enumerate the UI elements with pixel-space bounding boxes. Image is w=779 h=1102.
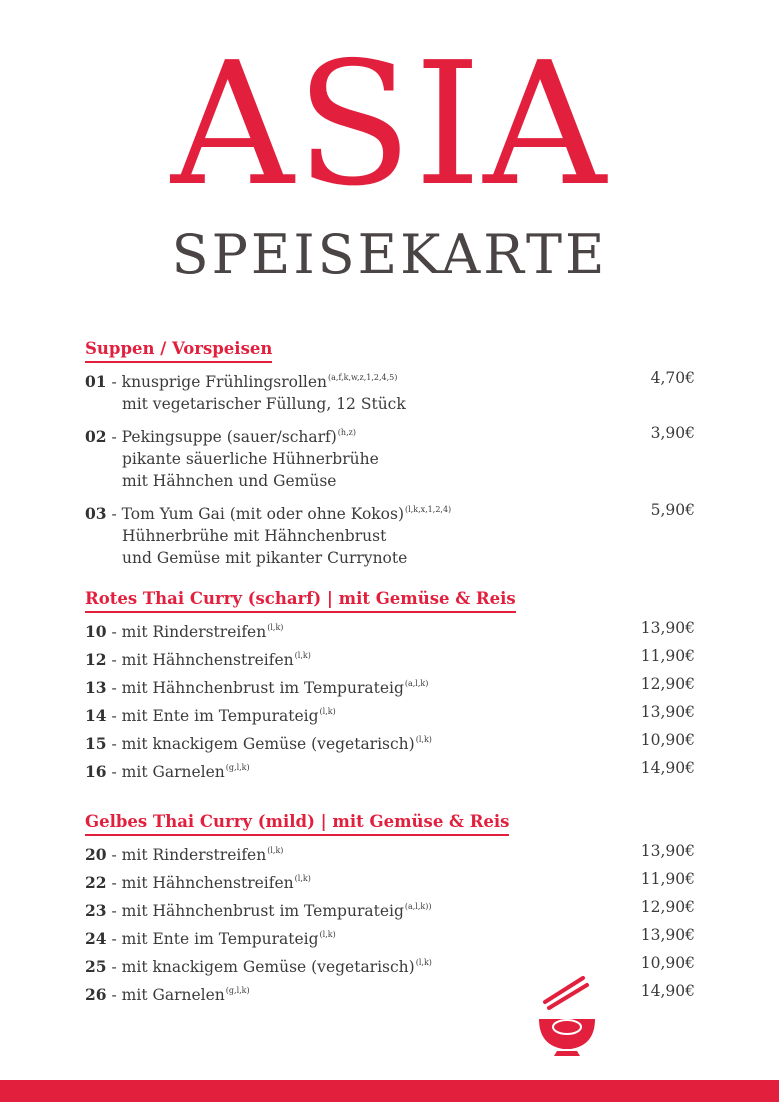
item-number: 01 — [85, 372, 107, 391]
item-name: mit knackigem Gemüse (vegetarisch) — [121, 958, 415, 976]
item-price: 14,90€ — [640, 982, 695, 1000]
item-number: 20 — [85, 845, 107, 864]
item-number: 16 — [85, 762, 107, 781]
item-price: 10,90€ — [640, 954, 695, 972]
item-price: 11,90€ — [640, 647, 695, 665]
menu-item: 01 - knusprige Frühlingsrollen$^{(a,f,k,w,z,1,2,4,5)}$ mit vegetarischer Füllung, 12 Stück 4,70€ — [85, 369, 695, 413]
item-name: mit Hähnchenbrust im Tempurateig — [121, 679, 404, 697]
item-name: mit Garnelen — [121, 763, 225, 781]
section-red-curry — [85, 588, 697, 785]
item-name: mit Garnelen — [121, 986, 225, 1004]
item-allergens: (l,k) — [415, 958, 432, 967]
item-name: mit Rinderstreifen — [121, 846, 267, 864]
item-name: mit Ente im Tempurateig — [121, 930, 319, 948]
item-price: 3,90€ — [650, 424, 695, 442]
item-number: 12 — [85, 650, 107, 669]
item-name: knusprige Frühlingsrollen — [121, 373, 328, 391]
item-number: 10 — [85, 622, 107, 641]
item-name: mit Hähnchenstreifen — [121, 874, 294, 892]
item-allergens: (l,k) — [294, 651, 311, 660]
menu-item: 15 - mit knackigem Gemüse (vegetarisch)$^{(l,k)}$ 10,90€ — [85, 731, 695, 753]
section-yellow-curry — [85, 811, 697, 1008]
bottom-bar — [0, 1080, 779, 1102]
item-allergens: (g,l,k) — [225, 986, 250, 995]
item-price: 13,90€ — [640, 842, 695, 860]
item-price: 13,90€ — [640, 703, 695, 721]
item-price: 14,90€ — [640, 759, 695, 777]
menu-item: 23 - mit Hähnchenbrust im Tempurateig$^{(a,l,k))}$ 12,90€ — [85, 898, 695, 920]
item-allergens: (a,f,k,w,z,1,2,4,5) — [328, 373, 398, 382]
item-allergens: (h,z) — [337, 428, 356, 437]
item-price: 12,90€ — [640, 898, 695, 916]
item-price: 11,90€ — [640, 870, 695, 888]
item-name: mit Hähnchenbrust im Tempurateig — [121, 902, 404, 920]
menu-item: 10 - mit Rinderstreifen$^{(l,k)}$ 13,90€ — [85, 619, 695, 641]
item-name: mit Ente im Tempurateig — [121, 707, 319, 725]
item-allergens: (l,k,x,1,2,4) — [405, 505, 452, 514]
menu-item: 02 - Pekingsuppe (sauer/scharf)$^{(h,z)}$ pikante säuerliche Hühnerbrühe mit Hähnchen und Gemüse 3,90€ — [85, 424, 695, 490]
item-price: 13,90€ — [640, 619, 695, 637]
item-number: 15 — [85, 734, 107, 753]
item-description: pikante säuerliche Hühnerbrühe — [122, 450, 379, 468]
item-number: 03 — [85, 504, 107, 523]
item-allergens: (l,k) — [294, 874, 311, 883]
menu-item: 12 - mit Hähnchenstreifen$^{(l,k)}$ 11,90€ — [85, 647, 695, 669]
menu-subtitle: SPEISEKARTE — [171, 223, 608, 286]
section-soups — [85, 338, 697, 576]
section-title-red-curry: Rotes Thai Curry (scharf) | mit Gemüse & Reis — [85, 588, 516, 613]
item-name: mit knackigem Gemüse (vegetarisch) — [121, 735, 415, 753]
item-description: mit vegetarischer Füllung, 12 Stück — [122, 395, 406, 413]
item-number: 02 — [85, 427, 107, 446]
section-title-yellow-curry: Gelbes Thai Curry (mild) | mit Gemüse & Reis — [85, 811, 509, 836]
item-allergens: (l,k) — [319, 707, 336, 716]
item-price: 5,90€ — [650, 501, 695, 519]
menu-title: ASIA — [170, 26, 609, 224]
item-description: und Gemüse mit pikanter Currynote — [122, 549, 408, 567]
item-name: Pekingsuppe (sauer/scharf) — [121, 428, 337, 446]
section-title-soups: Suppen / Vorspeisen — [85, 338, 272, 363]
menu-item: 25 - mit knackigem Gemüse (vegetarisch)$^{(l,k)}$ 10,90€ — [85, 954, 695, 976]
item-allergens: (l,k) — [267, 623, 284, 632]
item-name: Tom Yum Gai (mit oder ohne Kokos) — [121, 505, 405, 523]
item-number: 14 — [85, 706, 107, 725]
menu-item: 22 - mit Hähnchenstreifen$^{(l,k)}$ 11,90€ — [85, 870, 695, 892]
item-price: 13,90€ — [640, 926, 695, 944]
menu-item: 14 - mit Ente im Tempurateig$^{(l,k)}$ 13,90€ — [85, 703, 695, 725]
item-number: 23 — [85, 901, 107, 920]
item-price: 4,70€ — [650, 369, 695, 387]
item-name: mit Hähnchenstreifen — [121, 651, 294, 669]
menu-item: 24 - mit Ente im Tempurateig$^{(l,k)}$ 13,90€ — [85, 926, 695, 948]
menu-item: 03 - Tom Yum Gai (mit oder ohne Kokos)$^{(l,k,x,1,2,4)}$ Hühnerbrühe mit Hähnchenbrust und Gemüse mit pikanter Currynote 5,90€ — [85, 501, 695, 567]
menu-item: 16 - mit Garnelen$^{(g,l,k)}$ 14,90€ — [85, 759, 695, 781]
item-name: mit Rinderstreifen — [121, 623, 267, 641]
item-allergens: (l,k) — [415, 735, 432, 744]
item-number: 24 — [85, 929, 107, 948]
menu-item: 13 - mit Hähnchenbrust im Tempurateig$^{(a,l,k)}$ 12,90€ — [85, 675, 695, 697]
item-allergens: (g,l,k) — [225, 763, 250, 772]
item-allergens: (a,l,k) — [404, 679, 429, 688]
menu-item: 26 - mit Garnelen$^{(g,l,k)}$ 14,90€ — [85, 982, 695, 1004]
item-description: mit Hähnchen und Gemüse — [122, 472, 337, 490]
item-number: 13 — [85, 678, 107, 697]
item-price: 12,90€ — [640, 675, 695, 693]
item-number: 25 — [85, 957, 107, 976]
item-number: 26 — [85, 985, 107, 1004]
item-price: 10,90€ — [640, 731, 695, 749]
item-allergens: (l,k) — [319, 930, 336, 939]
menu-item: 20 - mit Rinderstreifen$^{(l,k)}$ 13,90€ — [85, 842, 695, 864]
item-allergens: (a,l,k)) — [404, 902, 432, 911]
item-number: 22 — [85, 873, 107, 892]
item-allergens: (l,k) — [267, 846, 284, 855]
bowl-chopsticks-icon — [537, 975, 597, 1057]
item-description: Hühnerbrühe mit Hähnchenbrust — [122, 527, 387, 545]
